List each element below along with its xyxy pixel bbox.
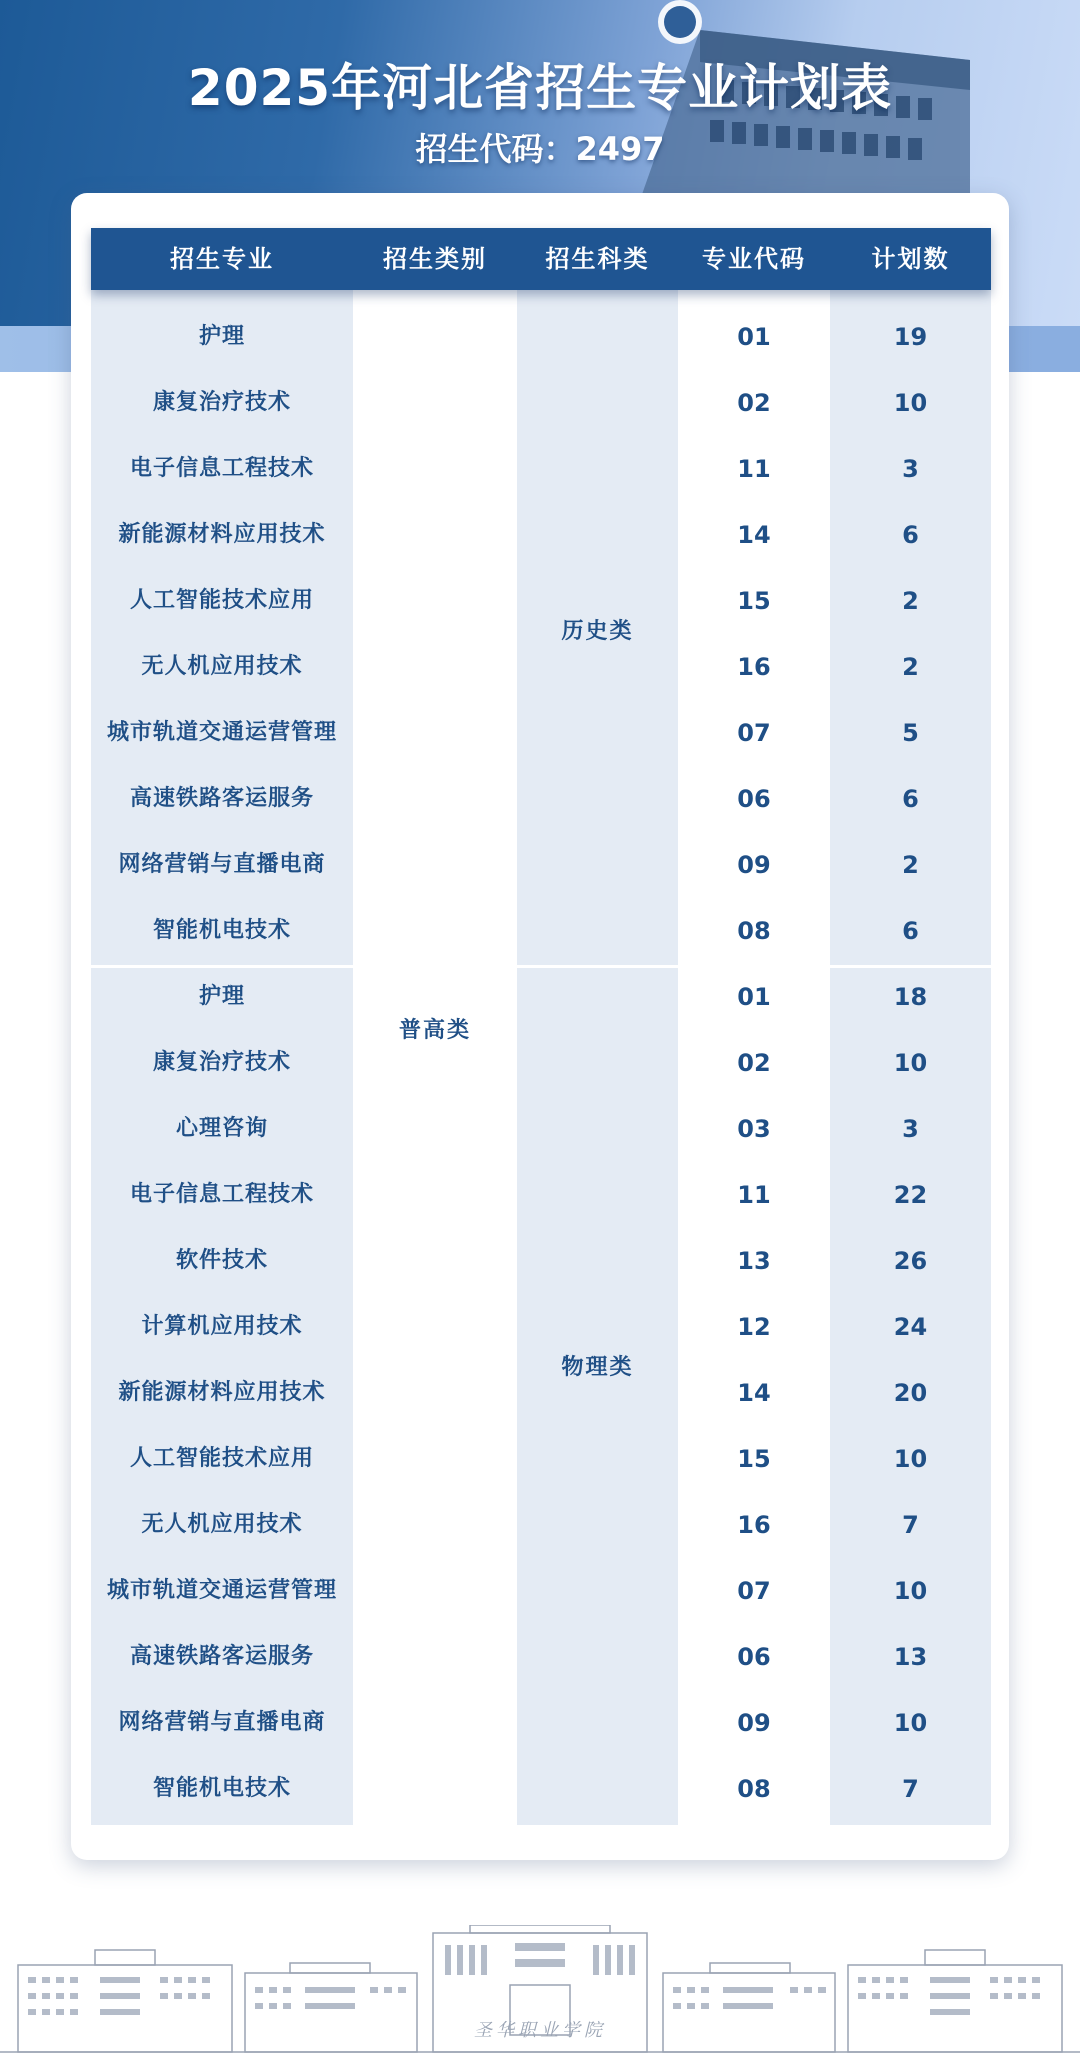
table-cell-plan: 7	[902, 1775, 919, 1803]
table-cell-code: 16	[737, 1511, 771, 1539]
table-cell-plan: 10	[893, 1709, 928, 1737]
table-cell-code: 01	[737, 983, 771, 1011]
table-cell-major: 软件技术	[175, 1248, 268, 1273]
table-cell-code: 01	[737, 323, 771, 351]
table-cell-code: 07	[737, 719, 771, 747]
table-cell-code: 15	[737, 587, 771, 615]
table-cell-plan: 7	[902, 1511, 919, 1539]
table-cell-major: 康复治疗技术	[152, 1050, 291, 1075]
table-cell-plan: 10	[893, 389, 928, 417]
table-cell-code: 02	[737, 1049, 771, 1077]
table-cell-major: 无人机应用技术	[141, 1512, 303, 1537]
table-cell-major: 城市轨道交通运营管理	[106, 720, 337, 745]
table-cell-major: 心理咨询	[175, 1116, 268, 1141]
group-divider	[517, 965, 678, 968]
table-cell-code: 13	[737, 1247, 771, 1275]
subject-cell-physics: 物理类	[561, 1355, 634, 1380]
table-cell-plan: 24	[893, 1313, 928, 1341]
table-cell-code: 06	[737, 785, 771, 813]
table-cell-plan: 18	[893, 983, 928, 1011]
table-cell-plan: 20	[893, 1379, 928, 1407]
table-cell-code: 12	[737, 1313, 771, 1341]
table-cell-code: 07	[737, 1577, 771, 1605]
table-cell-code: 14	[737, 521, 771, 549]
table-cell-plan: 2	[902, 851, 919, 879]
table-cell-plan: 22	[893, 1181, 928, 1209]
table-cell-major: 人工智能技术应用	[129, 1446, 314, 1471]
column-header-subject: 招生科类	[545, 245, 650, 273]
table-cell-major: 城市轨道交通运营管理	[106, 1578, 337, 1603]
table-cell-plan: 3	[902, 1115, 919, 1143]
table-cell-code: 11	[737, 1181, 771, 1209]
table-cell-plan: 2	[902, 587, 919, 615]
table-header	[91, 228, 991, 290]
enrollment-code: 招生代码：2497	[415, 130, 665, 168]
category-cell: 普高类	[398, 1018, 471, 1043]
table-cell-major: 无人机应用技术	[141, 654, 303, 679]
table-cell-major: 护理	[198, 984, 245, 1009]
table-cell-plan: 10	[893, 1445, 928, 1473]
table-cell-code: 03	[737, 1115, 771, 1143]
page-title: 2025年河北省招生专业计划表	[187, 59, 893, 117]
table-cell-major: 网络营销与直播电商	[118, 852, 326, 877]
subject-column-bg	[517, 290, 678, 1825]
table-cell-major: 高速铁路客运服务	[129, 786, 314, 811]
table-cell-major: 新能源材料应用技术	[118, 522, 326, 547]
table-cell-major: 网络营销与直播电商	[118, 1710, 326, 1735]
table-cell-major: 新能源材料应用技术	[118, 1380, 326, 1405]
footer-watermark: 圣华职业学院	[474, 2020, 606, 2041]
table-cell-code: 16	[737, 653, 771, 681]
table-cell-code: 09	[737, 851, 771, 879]
column-header-code: 专业代码	[702, 245, 806, 273]
column-header-major: 招生专业	[170, 245, 274, 273]
table-cell-code: 15	[737, 1445, 771, 1473]
column-header-category: 招生类别	[383, 245, 487, 273]
table-cell-major: 智能机电技术	[152, 1776, 291, 1801]
table-cell-major: 计算机应用技术	[141, 1314, 303, 1339]
table-cell-plan: 3	[902, 455, 919, 483]
table-cell-plan: 2	[902, 653, 919, 681]
table-cell-major: 智能机电技术	[152, 918, 291, 943]
table-cell-code: 08	[737, 917, 771, 945]
table-cell-plan: 26	[893, 1247, 928, 1275]
table-cell-major: 人工智能技术应用	[129, 588, 314, 613]
table-cell-code: 06	[737, 1643, 771, 1671]
table-cell-plan: 5	[902, 719, 919, 747]
table-cell-plan: 6	[902, 917, 919, 945]
table-cell-major: 电子信息工程技术	[129, 456, 314, 481]
table-cell-code: 09	[737, 1709, 771, 1737]
table-cell-code: 11	[737, 455, 771, 483]
subject-cell-history: 历史类	[561, 619, 634, 644]
table-cell-plan: 19	[893, 323, 928, 351]
table-cell-plan: 13	[893, 1643, 928, 1671]
table-cell-plan: 10	[893, 1577, 928, 1605]
table-cell-code: 08	[737, 1775, 771, 1803]
table-cell-major: 康复治疗技术	[152, 390, 291, 415]
table-cell-code: 14	[737, 1379, 771, 1407]
table-cell-plan: 6	[902, 521, 919, 549]
table-cell-major: 护理	[198, 324, 245, 349]
table-cell-major: 电子信息工程技术	[129, 1182, 314, 1207]
table-cell-code: 02	[737, 389, 771, 417]
table-cell-major: 高速铁路客运服务	[129, 1644, 314, 1669]
table-cell-plan: 6	[902, 785, 919, 813]
column-header-plan: 计划数	[871, 245, 950, 273]
table-cell-plan: 10	[893, 1049, 928, 1077]
